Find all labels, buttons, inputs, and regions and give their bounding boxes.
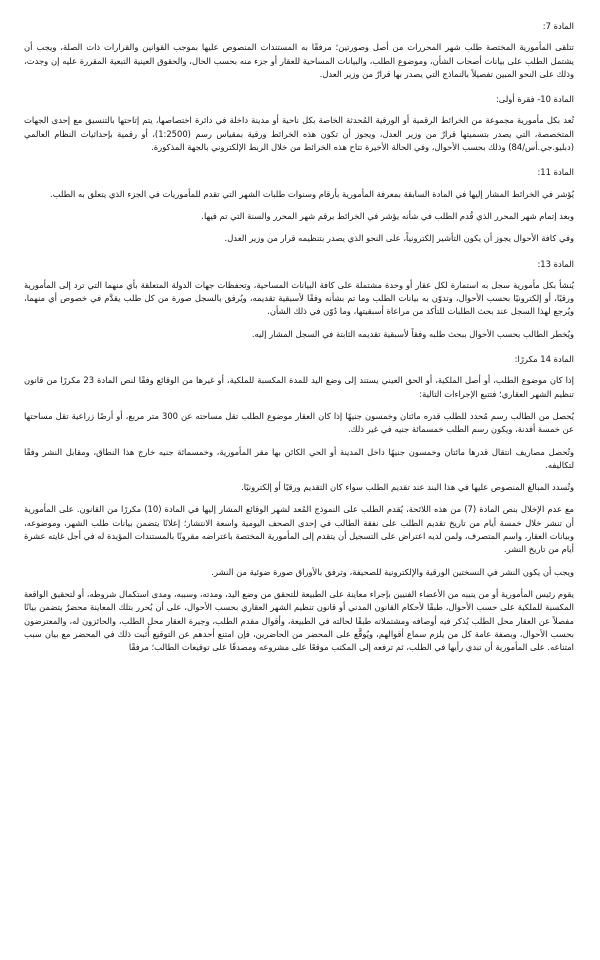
article-7-paragraph: تتلقى المأمورية المختصة طلب شهر المحررات من أصل وصورتين؛ مرفقًا به المستندات المنصوص عليها بموجب القوانين والقرارات ذات الصلة، ويجب أن يشتمل الطلب على بيانات أصحاب الشأن، وموضوع الطلب، والبيانات المساحية للعقار أو جزء منه بحسب الحال، والحقوق العينية التبعية المقررة عليه إن وجدت، وذلك على النحو المبين تفصيلاً بالنماذج التي يصدر بها قرارٌ من وزير العدل.: [24, 42, 574, 79]
article-10-heading: المادة 10- فقرة أولى:: [495, 94, 574, 105]
article-13-heading: المادة 13:: [537, 258, 574, 269]
article-11-heading: المادة 11:: [537, 167, 574, 178]
article-14-bis-heading: المادة 14 مكررًا:: [514, 354, 574, 365]
article-11-paragraph-3: وفي كافة الأحوال يجوز أن يكون التأشير إلكترونياً، على النحو الذي يصدر بتنظيمه قرار من وزير العدل.: [224, 233, 574, 244]
article-11-paragraph-2: وبعد إتمام شهر المحرر الذي قُدم الطلب في شأنه يؤشر في الخرائط برقم شهر المحرر والسنة التي تم فيها.: [201, 210, 574, 221]
article-14-bis-paragraph-1: إذا كان موضوع الطلب، أو أصل الملكية، أو الحق العيني يستند إلى وضع اليد للمدة المكسبة للملكية، أو غيرها من الوقائع وفقًا لنص المادة 23 مكررًا من قانون تنظيم الشهر العقاري؛ فتتبع الإجراءات التالية:: [24, 375, 574, 399]
article-10-paragraph: تُعد بكل مأمورية مجموعة من الخرائط الرقمية أو الورقية المُحدثة الخاصة بكل ناحية أو مدينة داخلة في دائرة اختصاصها، يتم إتاحتها بالتنسيق مع إحدى الجهات المتخصصة، التي يصدر بتسميتها قرارٌ من وزير العدل، ويجوز أن تكون هذه الخرائط ورقية بمقياس رسم (1:2500)، أو رقمية بإحداثيات النظام العالمي (دبليو.جي.أس/84) وذلك بحسب الأحوال، وفي الحالة الأخيرة تتاح هذه الخرائط من خلال الربط الإلكتروني بالجهة المذكورة.: [24, 115, 574, 153]
article-14-bis-paragraph-6: ويجب أن يكون النشر في النسختين الورقية والإلكترونية للصحيفة، وترفق بالأوراق صورة ضوئية من النشر.: [211, 566, 574, 577]
article-11-paragraph-1: يُؤشر في الخرائط المشار إليها في المادة السابقة بمعرفة المأمورية بأرقام وسنوات طلبات الشهر التي تقدم للمأموريات في الجزء الذي يتعلق به الطلب.: [49, 188, 574, 199]
article-14-bis-paragraph-4: وتُسدد المبالغ المنصوص عليها في هذا البند عند تقديم الطلب سواء كان التقديم ورقيًا أو إلكترونيًا.: [241, 482, 574, 493]
article-7-heading: المادة 7:: [542, 21, 574, 31]
article-14-bis-paragraph-5: مع عدم الإخلال بنص المادة (7) من هذه اللائحة، يُقدم الطلب على النموذج المُعد لشهر الوقائع المشار إليها في المادة (10) مكررًا من القانون. على المأمورية أن تنشر خلال خمسة أيام من تاريخ تقديم الطلب على نفقة الطالب في إحدى الصحف اليومية واسعة الانتشار؛ إعلانًا يتضمن بيانات طلب الشهر، وموضوعه، وبيانات العقار، واسم المتصرف، ولمن لديه اعتراض على التسجيل أن يتقدم إلى المأمورية المختصة باعتراضه مقرونًا بالمستندات المؤيدة له في أجل غايته عشرة أيام من تاريخ النشر.: [24, 504, 574, 555]
article-14-bis-paragraph-7: يقوم رئيس المأمورية أو من ينيبه من الأعضاء الفنيين بإجراء معاينة على الطبيعة للتحقق من وضع اليد، ومدته، وسببه، ومدى استكمال شروطه، أو لتحقيق الواقعة المكسبة للملكية على حسب الأحوال، طبقًا لأحكام القانون المدني أو قانون تنظيم الشهر العقاري بحسب الأحوال، على أن يُحرر بتلك المعاينة محضرٌ يتضمن بيانًا مفصلاً عن العقار محل الطلب يُذكر فيه أوصافه ومشتملاته طبقًا لحالته في الطبيعة، وأقوال مقدم الطلب، وجيرة العقار محل الطلب، والحائزون له، والمعترضون بحسب الأحوال، وبصفة عامة كل من يلزم سماع أقوالهم، ويُوقَّع على المحضر من الحاضرين، فإن امتنع أحدهم عن التوقيع أُثبت ذلك في المحضر مع بيان سبب امتناعه. على المأمورية أن تبدي رأيها في الطلب، ثم ترفعه إلى المكتب موقعًا على مشروعه ومصدقًا على توقيعات الطالب؛ مرفقًا: [24, 588, 574, 653]
article-13-paragraph-1: يُنشأ بكل مأمورية سجل به استمارة لكل عقار أو وحدة مشتملة على كافة البيانات المساحية، وتحفظات جهات الدولة المتعلقة بأي منهما التي ترد إلى المأمورية ورقيًا، أو إلكترونيًا بحسب الأحوال، وتدوّن به بيانات الطلب وما تم بشأنه وفقًا لأسبقية تقديمه، ويُرفق بالسجل صورة من كل طلب يقدَّم في خصوص أي منهما، ويُرجع لهذا السجل عند بحث الطلبات للتأكد من مراعاة أسبقيتها، وما دُوّن في ذلك الشأن.: [24, 279, 574, 317]
article-14-bis-paragraph-2: يُحصل من الطالب رسم مُحدد للطلب قدره مائتان وخمسون جنيهًا إذا كان العقار موضوع الطلب تقل مساحته عن 300 متر مربع، أو أرضًا زراعية تقل مساحتها عن خمسة أفدنة، ويكون رسم الطلب خمسمائة جنيه في غير ذلك.: [24, 410, 574, 435]
article-13-paragraph-2: ويُخطر الطالب بحسب الأحوال ببحث طلبه وفقاً لأسبقية تقديمه الثابتة في السجل المشار إليه.: [251, 328, 574, 339]
article-14-bis-paragraph-3: وتُحصل مصاريف انتقال قدرها مائتان وخمسون جنيهًا داخل المدينة أو الحي الكائن بها مقر المأمورية، وخمسمائة جنيه خارج هذا النطاق، ومقابل النشر وفقًا لتكاليفه.: [24, 446, 574, 470]
